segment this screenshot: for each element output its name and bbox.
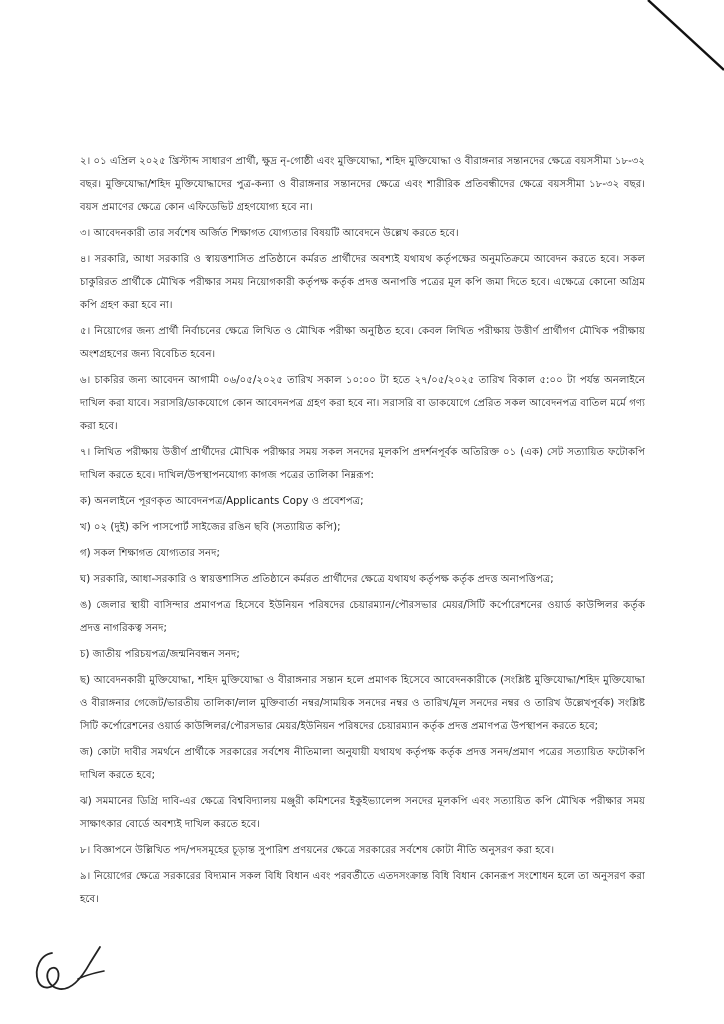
paragraph-9: ৯। নিয়োগের ক্ষেত্রে সরকারের বিদ্যমান সকল বিধি বিধান এবং পরবর্তীতে এতদসংক্রান্ত বিধি বিধান কোনরূপ সংশোধন হলে তা অনুসরণ করা হবে। <box>80 871 645 905</box>
list-item-ja: জ) কোটা দাবীর সমর্থনে প্রার্থীকে সরকারের সর্বশেষ নীতিমালা অনুযায়ী যথাযথ কর্তৃপক্ষ কর্তৃক প্রদত্ত সনদ/প্রমাণ পত্রের সত্যায়িত ফটোকপি দাখিল করতে হবে; <box>80 747 645 781</box>
handwritten-signature <box>30 935 120 1005</box>
paragraph-8: ৮। বিজ্ঞাপনে উল্লিখিত পদ/পদসমূহের চূড়ান্ত সুপারিশ প্রণয়নের ক্ষেত্রে সরকারের সর্বশেষ কোটা নীতি অনুসরণ করা হবে। <box>80 845 555 856</box>
paragraph-2: ২। ০১ এপ্রিল ২০২৫ খ্রিস্টাব্দ সাধারণ প্রার্থী, ক্ষুদ্র নৃ-গোষ্ঠী এবং মুক্তিযোদ্ধা, শহিদ মুক্তিযোদ্ধা ও বীরাঙ্গনার সন্তানদের ক্ষেত্রে বয়সসীমা ১৮-৩২ বছর। মুক্তিযোদ্ধা/শহিদ মুক্তিযোদ্ধাদের পুত্র-কন্যা ও বীরাঙ্গনার সন্তানদের ক্ষেত্রে এবং শারীরিক প্রতিবন্ধীদের ক্ষেত্রে বয়সসীমা ১৮-৩২ বছর। বয়স প্রমাণের ক্ষেত্রে কোন এফিডেভিট গ্রহণযোগ্য হবে না। <box>80 156 645 213</box>
document-body <box>80 150 645 914</box>
paragraph-5: ৫। নিয়োগের জন্য প্রার্থী নির্বাচনের ক্ষেত্রে লিখিত ও মৌখিক পরীক্ষা অনুষ্ঠিত হবে। কেবল লিখিত পরীক্ষায় উত্তীর্ণ প্রার্থীগণ মৌখিক পরীক্ষায় অংশগ্রহণের জন্য বিবেচিত হবেন। <box>80 326 645 360</box>
paragraph-6: ৬। চাকরির জন্য আবেদন আগামী ০৬/০৫/২০২৫ তারিখ সকাল ১০:০০ টা হতে ২৭/০৫/২০২৫ তারিখ বিকাল ৫:০০ টা পর্যন্ত অনলাইনে দাখিল করা যাবে। সরাসরি/ডাকযোগে কোন আবেদনপত্র গ্রহণ করা হবে না। সরাসরি বা ডাকযোগে প্রেরিত সকল আবেদনপত্র বাতিল মর্মে গণ্য করা হবে। <box>80 375 645 432</box>
list-item-jha: ঝ) সমমানের ডিগ্রি দাবি-এর ক্ষেত্রে বিশ্ববিদ্যালয় মঞ্জুরী কমিশনের ইকুইভ্যালেন্স সনদের মূলকপি এবং সত্যায়িত কপি মৌখিক পরীক্ষার সময় সাক্ষাৎকার বোর্ডে অবশ্যই দাখিল করতে হবে। <box>80 796 645 830</box>
list-item-gha: ঘ) সরকারি, আধা-সরকারি ও স্বায়ত্তশাসিত প্রতিষ্ঠানে কর্মরত প্রার্থীদের ক্ষেত্রে যথাযথ কর্তৃপক্ষ কর্তৃক প্রদত্ত অনাপত্তিপত্র; <box>80 574 554 585</box>
scan-corner-line <box>0 0 724 80</box>
list-item-kha: খ) ০২ (দুই) কপি পাসপোর্ট সাইজের রঙিন ছবি (সত্যায়িত কপি); <box>80 522 341 533</box>
paragraph-7: ৭। লিখিত পরীক্ষায় উত্তীর্ণ প্রার্থীদের মৌখিক পরীক্ষার সময় সকল সনদের মূলকপি প্রদর্শনপূর্বক অতিরিক্ত ০১ (এক) সেট সত্যায়িত ফটোকপি দাখিল করতে হবে। দাখিল/উপস্থাপনযোগ্য কাগজ পত্রের তালিকা নিম্নরূপ: <box>80 447 645 481</box>
document-list <box>80 490 645 836</box>
paragraph-4: ৪। সরকারি, আধা সরকারি ও স্বায়ত্তশাসিত প্রতিষ্ঠানে কর্মরত প্রার্থীদের অবশ্যই যথাযথ কর্তৃপক্ষের অনুমতিক্রমে আবেদন করতে হবে। সকল চাকুরিরত প্রার্থীকে মৌখিক পরীক্ষার সময় নিয়োগকারী কর্তৃপক্ষ কর্তৃক প্রদত্ত অনাপত্তি পত্রের মূল কপি জমা দিতে হবে। এক্ষেত্রে কোনো অগ্রিম কপি গ্রহণ করা হবে না। <box>80 254 645 311</box>
list-item-ka: ক) অনলাইনে পূরণকৃত আবেদনপত্র/Applicants Copy ও প্রবেশপত্র; <box>80 496 364 507</box>
list-item-cha: চ) জাতীয় পরিচয়পত্র/জন্মনিবন্ধন সনদ; <box>80 649 240 660</box>
list-item-chha: ছ) আবেদনকারী মুক্তিযোদ্ধা, শহিদ মুক্তিযোদ্ধা ও বীরাঙ্গনার সন্তান হলে প্রমাণক হিসেবে আবেদনকারীকে (সংশ্লিষ্ট মুক্তিযোদ্ধা/শহিদ মুক্তিযোদ্ধা ও বীরাঙ্গনার গেজেট/ভারতীয় তালিকা/লাল মুক্তিবার্তা নম্বর/সাময়িক সনদের নম্বর ও তারিখ/মূল সনদের নম্বর ও তারিখ উল্লেখপূর্বক) সংশ্লিষ্ট সিটি কর্পোরেশনের ওয়ার্ড কাউন্সিলর/পৌরসভার মেয়র/ইউনিয়ন পরিষদের চেয়ারম্যান কর্তৃক প্রদত্ত প্রমাণপত্র উপস্থাপন করতে হবে; <box>80 675 645 732</box>
list-item-ga: গ) সকল শিক্ষাগত যোগ্যতার সনদ; <box>80 548 220 559</box>
list-item-uma: ঙ) জেলার স্থায়ী বাসিন্দার প্রমাণপত্র হিসেবে ইউনিয়ন পরিষদের চেয়ারম্যান/পৌরসভার মেয়র/সিটি কর্পোরেশনের ওয়ার্ড কাউন্সিলর কর্তৃক প্রদত্ত নাগরিকত্ব সনদ; <box>80 600 645 634</box>
paragraph-3: ৩। আবেদনকারী তার সর্বশেষ অর্জিত শিক্ষাগত যোগ্যতার বিষয়টি আবেদনে উল্লেখ করতে হবে। <box>80 228 459 239</box>
